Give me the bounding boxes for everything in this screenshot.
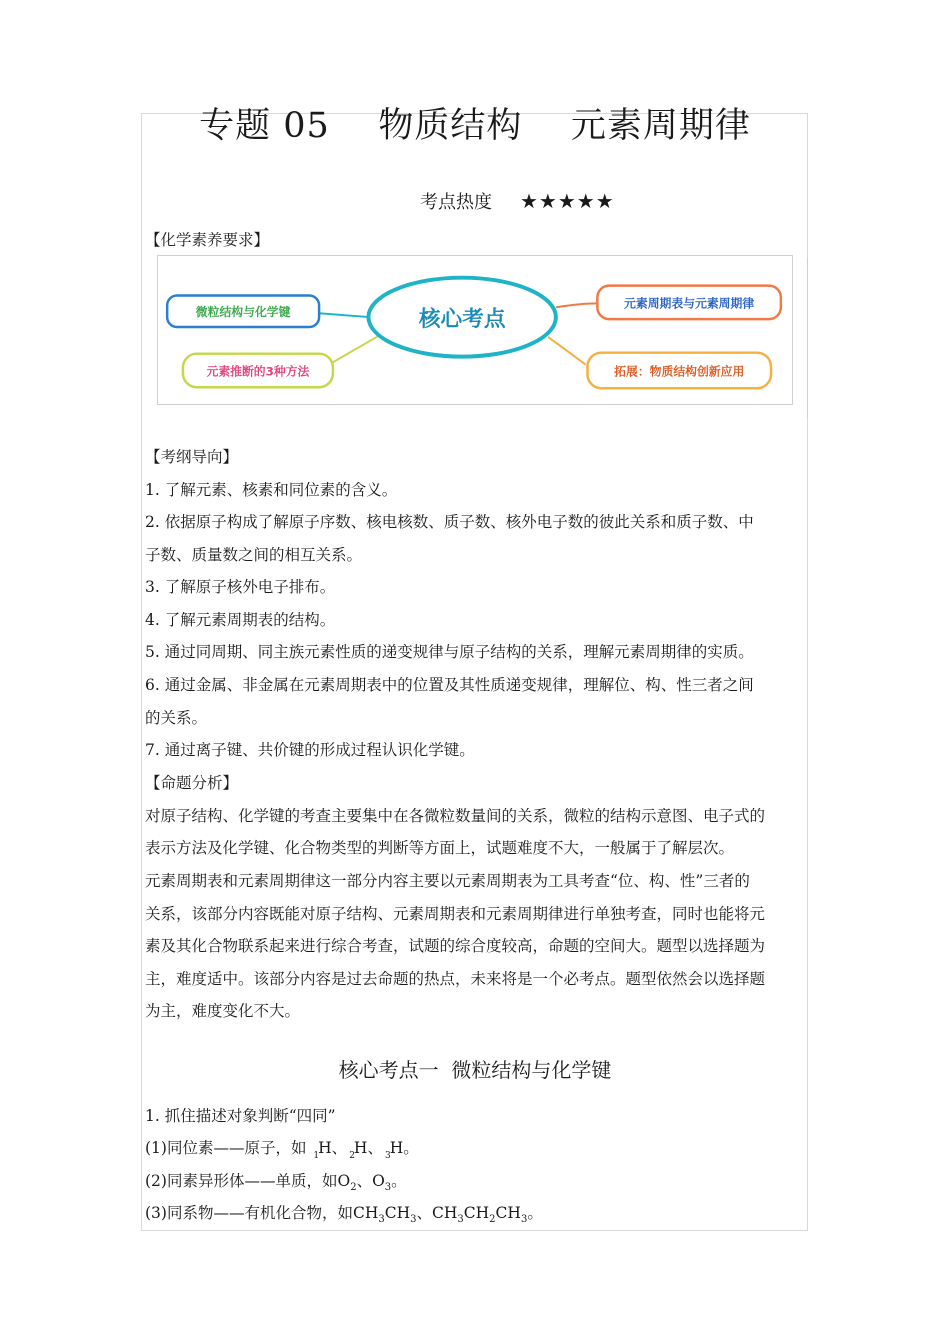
isotope-sep: 、 [367, 1139, 383, 1157]
mindmap-diagram [157, 255, 793, 405]
homolog-group: CH [384, 1204, 411, 1222]
analysis-line: 关系，该部分内容既能对原子结构、元素周期表和元素周期律进行单独考查，同时也能将元 [145, 905, 766, 923]
homolog-sep: 、 [416, 1204, 433, 1222]
homolog-group: CH [352, 1204, 379, 1222]
divider [807, 258, 808, 418]
isotope-symbol: H [353, 1139, 368, 1157]
allotrope-line [145, 1169, 407, 1191]
analysis-heading: 【命题分析】 [145, 774, 239, 792]
homolog-group: CH [495, 1204, 521, 1222]
heat-rating [420, 188, 615, 214]
homolog-group: CH [432, 1204, 458, 1222]
outline-line: 5. 通过同周期、同主族元素性质的递变规律与原子结构的关系，理解元素周期律的实质。 [145, 643, 754, 661]
mindmap-label-bottom-right: 拓展：物质结构创新应用 [614, 364, 745, 379]
allotrope-symbol: O [337, 1172, 351, 1190]
allotrope-end: 。 [391, 1172, 407, 1190]
isotope-sep: 、 [331, 1139, 348, 1157]
mindmap-link [556, 303, 597, 307]
outline-line: 6. 通过金属、非金属在元素周期表中的位置及其性质递变规律，理解位、构、性三者之间 [145, 676, 754, 694]
isotope-symbol: H [318, 1139, 332, 1157]
homolog-line [145, 1201, 543, 1223]
section-title: 核心考点一 微粒结构与化学键 [338, 1058, 612, 1082]
homolog-sub: 3 [457, 1214, 464, 1225]
homolog-group: CH [463, 1204, 490, 1222]
isotope-text: (1)同位素——原子，如 [145, 1139, 307, 1157]
heat-label: 考点热度 [420, 192, 492, 213]
outline-line: 1. 了解元素、核素和同位素的含义。 [145, 481, 398, 499]
isotope-line [145, 1136, 419, 1161]
allotrope-sep: 、 [356, 1172, 373, 1190]
mindmap-link [548, 337, 585, 365]
outline-line: 7. 通过离子键、共价键的形成过程认识化学键。 [145, 741, 475, 759]
analysis-line: 对原子结构、化学键的考查主要集中在各微粒数量间的关系，微粒的结构示意图、电子式的 [145, 807, 766, 825]
analysis-line: 表示方法及化学键、化合物类型的判断等方面上，试题难度不大，一般属于了解层次。 [145, 839, 735, 857]
allotrope-sub: 2 [350, 1182, 357, 1193]
point-heading: 1. 抓住描述对象判断“四同” [145, 1107, 336, 1125]
allotrope-text: (2)同素异形体——单质，如 [145, 1172, 338, 1190]
mindmap-link [319, 313, 370, 317]
mindmap-label-top-left: 微粒结构与化学键 [195, 305, 291, 320]
outline-line: 4. 了解元素周期表的结构。 [145, 611, 336, 629]
homolog-sub: 3 [410, 1214, 417, 1225]
mindmap-link [329, 335, 380, 365]
analysis-line: 主，难度适中。该部分内容是过去命题的热点，未来将是一个必考点。题型依然会以选择题 [145, 970, 766, 988]
outline-line: 的关系。 [145, 709, 208, 727]
allotrope-sub: 3 [384, 1182, 392, 1193]
homolog-sub: 3 [378, 1214, 385, 1225]
homolog-text: (3)同系物——有机化合物，如 [145, 1204, 353, 1222]
isotope-sup: 2 [349, 1151, 355, 1161]
homolog-sub: 3 [520, 1214, 528, 1225]
analysis-line: 素及其化合物联系起来进行综合考查，试题的综合度较高，命题的空间大。题型以选择题为 [145, 937, 766, 955]
mindmap-center-label: 核心考点 [418, 307, 506, 333]
mindmap-label-top-right: 元素周期表与元素周期律 [624, 296, 755, 311]
homolog-end: 。 [527, 1204, 543, 1222]
isotope-symbol: H [389, 1139, 404, 1157]
literacy-heading: 【化学素养要求】 [145, 231, 270, 249]
isotope-end: 。 [403, 1139, 419, 1157]
mindmap-label-bottom-left: 元素推断的3种方法 [206, 364, 310, 379]
outline-line: 3. 了解原子核外电子排布。 [145, 578, 336, 596]
analysis-line: 为主，难度变化不大。 [145, 1002, 301, 1020]
isotope-sup: 3 [384, 1151, 391, 1161]
outline-line: 2. 依据原子构成了解原子序数、核电核数、质子数、核外电子数的彼此关系和质子数、中 [145, 513, 754, 531]
allotrope-symbol: O [372, 1172, 385, 1190]
isotope-sub: 1 [313, 1151, 320, 1161]
page-title: 专题 05 物质结构 元素周期律 [199, 106, 751, 146]
outline-line: 子数、质量数之间的相互关系。 [145, 546, 363, 564]
analysis-line: 元素周期表和元素周期律这一部分内容主要以元素周期表为工具考查“位、构、性”三者的 [145, 872, 750, 890]
homolog-sub: 2 [489, 1214, 496, 1225]
outline-heading: 【考纲导向】 [145, 448, 239, 466]
star-rating: ★★★★★ [520, 189, 615, 213]
